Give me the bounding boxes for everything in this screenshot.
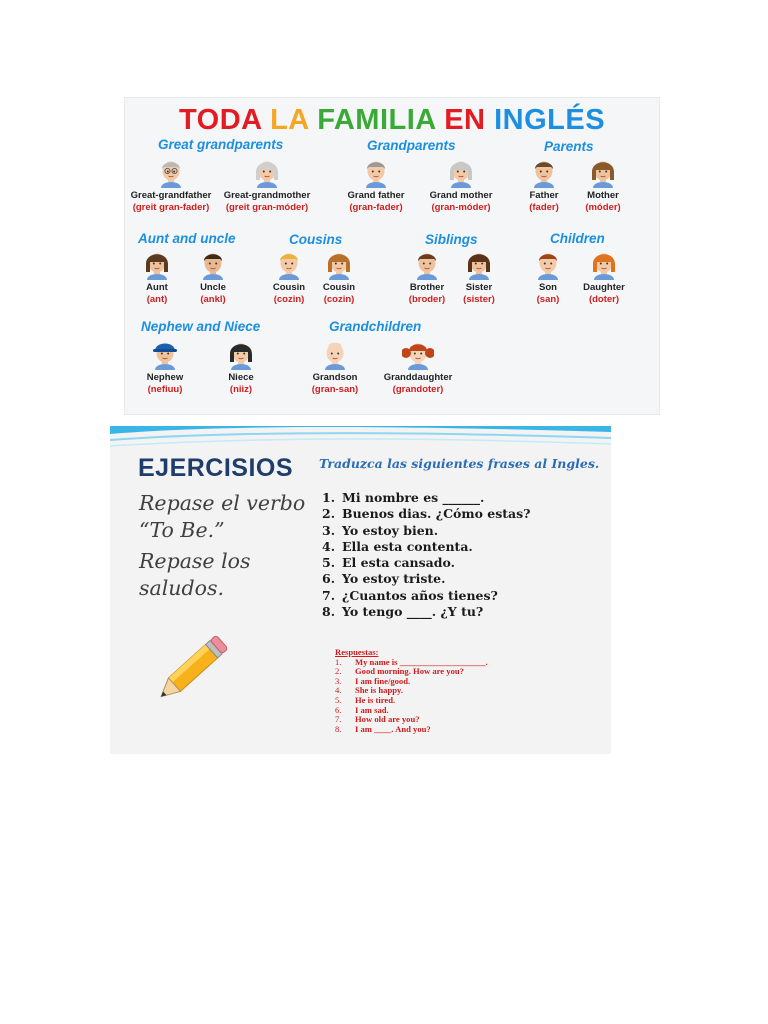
question-item bbox=[322, 523, 531, 539]
group-title-nephew-niece: Nephew and Niece bbox=[141, 319, 261, 334]
member-name: Sister bbox=[465, 282, 493, 293]
member-name: Granddaughter bbox=[383, 372, 453, 383]
review-line: Repase los bbox=[139, 549, 251, 573]
exercises-slide bbox=[110, 426, 611, 754]
member-pronunciation: (cozin) bbox=[323, 294, 355, 305]
member-pronunciation: (greit gran-fader) bbox=[132, 202, 210, 213]
answer-number: 3. bbox=[335, 675, 342, 686]
group-title-aunt-uncle: Aunt and uncle bbox=[138, 231, 236, 246]
group-title-grandparents: Grandparents bbox=[367, 138, 456, 153]
chart-title bbox=[125, 104, 659, 137]
person-portrait-icon bbox=[557, 156, 649, 188]
title-word: EN bbox=[444, 104, 486, 136]
question-number: 7. bbox=[322, 587, 336, 603]
questions-list bbox=[322, 490, 531, 620]
answer-text: Good morning. How are you? bbox=[355, 666, 464, 677]
title-word: FAMILIA bbox=[317, 104, 436, 136]
member-pronunciation: (ant) bbox=[146, 294, 168, 305]
group-title-grandchildren: Grandchildren bbox=[329, 319, 422, 334]
member-name: Grandson bbox=[312, 372, 358, 383]
answers-block bbox=[335, 648, 488, 734]
review-line: saludos. bbox=[139, 576, 225, 600]
question-number: 2. bbox=[322, 506, 336, 522]
member-name: Grand mother bbox=[429, 190, 493, 201]
exercises-heading: EJERCISIOS bbox=[138, 454, 294, 482]
question-item bbox=[322, 506, 531, 522]
answer-number: 2. bbox=[335, 666, 342, 677]
person-portrait-icon bbox=[125, 156, 217, 188]
instruction-text: Traduzca las siguientes frases al Ingles. bbox=[319, 456, 600, 471]
family-member bbox=[195, 338, 287, 396]
member-pronunciation: (móder) bbox=[585, 202, 621, 213]
family-member bbox=[221, 156, 313, 214]
title-word: INGLÉS bbox=[494, 104, 606, 136]
answer-text: How old are you? bbox=[355, 714, 420, 725]
answer-text: She is happy. bbox=[355, 685, 404, 696]
family-chart bbox=[124, 97, 660, 415]
person-portrait-icon bbox=[415, 156, 507, 188]
member-name: Uncle bbox=[200, 282, 226, 293]
member-pronunciation: (gran-móder) bbox=[431, 202, 491, 213]
question-number: 4. bbox=[322, 538, 336, 554]
review-verb-text bbox=[139, 490, 309, 544]
member-pronunciation: (gran-fader) bbox=[349, 202, 403, 213]
answer-text: I am fine/good. bbox=[355, 675, 411, 686]
question-text: Mi nombre es ______. bbox=[342, 490, 485, 505]
family-member bbox=[415, 156, 507, 214]
answer-text: I am ____. And you? bbox=[355, 723, 431, 734]
answer-number: 7. bbox=[335, 714, 342, 725]
question-item bbox=[322, 490, 531, 506]
member-pronunciation: (broder) bbox=[408, 294, 446, 305]
answer-number: 5. bbox=[335, 694, 342, 705]
member-pronunciation: (cozin) bbox=[273, 294, 305, 305]
question-text: Yo estoy triste. bbox=[342, 571, 446, 587]
question-item bbox=[322, 555, 531, 571]
family-member bbox=[330, 156, 422, 214]
review-greetings-text bbox=[139, 548, 309, 602]
person-portrait-icon bbox=[330, 156, 422, 188]
question-number: 8. bbox=[322, 604, 336, 620]
member-pronunciation: (grandoter) bbox=[392, 384, 444, 395]
member-pronunciation: (nefiuu) bbox=[147, 384, 183, 395]
answer-text: My name is ____________________. bbox=[355, 656, 488, 667]
review-line: “To Be.” bbox=[139, 518, 225, 542]
question-text: El esta cansado. bbox=[342, 555, 455, 571]
member-name: Cousin bbox=[272, 282, 306, 293]
member-pronunciation: (sister) bbox=[463, 294, 495, 305]
question-item bbox=[322, 539, 531, 555]
question-item bbox=[322, 604, 531, 620]
question-text: Yo tengo ____. ¿Y tu? bbox=[342, 604, 484, 620]
answer-number: 8. bbox=[335, 723, 342, 734]
family-member bbox=[289, 338, 381, 396]
member-name: Daughter bbox=[583, 282, 625, 293]
member-pronunciation: (niiz) bbox=[229, 384, 253, 395]
header-swoosh-decoration bbox=[110, 426, 611, 456]
member-name: Great-grandfather bbox=[130, 190, 212, 201]
member-name: Nephew bbox=[146, 372, 184, 383]
member-name: Niece bbox=[228, 372, 254, 383]
member-pronunciation: (san) bbox=[536, 294, 560, 305]
member-name: Son bbox=[539, 282, 557, 293]
group-title-cousins: Cousins bbox=[289, 232, 343, 247]
group-title-children: Children bbox=[550, 231, 605, 246]
member-name: Cousin bbox=[322, 282, 356, 293]
question-text: Yo estoy bien. bbox=[342, 522, 439, 538]
question-item bbox=[322, 588, 531, 604]
question-item bbox=[322, 571, 531, 587]
question-text: ¿Cuantos años tienes? bbox=[342, 587, 498, 603]
member-pronunciation: (greit gran-móder) bbox=[225, 202, 309, 213]
question-number: 5. bbox=[322, 555, 336, 571]
answer-text: He is tired. bbox=[355, 694, 396, 705]
family-member bbox=[293, 248, 385, 306]
question-number: 3. bbox=[322, 522, 336, 538]
family-member bbox=[125, 156, 217, 214]
family-member bbox=[558, 248, 650, 306]
member-name: Mother bbox=[587, 190, 619, 201]
member-name: Great-grandmother bbox=[223, 190, 311, 201]
family-member bbox=[372, 338, 464, 396]
question-text: Buenos dias. ¿Cómo estas? bbox=[342, 506, 531, 522]
person-portrait-icon bbox=[558, 248, 650, 280]
question-text: Ella esta contenta. bbox=[342, 538, 473, 554]
title-word: LA bbox=[270, 104, 309, 136]
member-name: Brother bbox=[409, 282, 445, 293]
member-pronunciation: (doter) bbox=[588, 294, 620, 305]
question-number: 6. bbox=[322, 571, 336, 587]
answer-number: 1. bbox=[335, 656, 342, 667]
member-name: Grand father bbox=[347, 190, 405, 201]
answer-item bbox=[335, 725, 488, 735]
answers-title: Respuestas: bbox=[335, 647, 379, 657]
group-title-siblings: Siblings bbox=[425, 232, 478, 247]
person-portrait-icon bbox=[372, 338, 464, 370]
member-pronunciation: (gran-san) bbox=[311, 384, 359, 395]
answer-text: I am sad. bbox=[355, 704, 389, 715]
member-name: Aunt bbox=[146, 282, 168, 293]
member-pronunciation: (ankl) bbox=[200, 294, 226, 305]
question-number: 1. bbox=[322, 490, 336, 505]
person-portrait-icon bbox=[293, 248, 385, 280]
group-title-parents: Parents bbox=[544, 139, 594, 154]
answer-number: 4. bbox=[335, 685, 342, 696]
group-title-great-grandparents: Great grandparents bbox=[158, 137, 284, 152]
title-word: TODA bbox=[178, 104, 262, 136]
answer-number: 6. bbox=[335, 704, 342, 715]
review-line: Repase el verbo bbox=[139, 491, 306, 515]
person-portrait-icon bbox=[195, 338, 287, 370]
person-portrait-icon bbox=[221, 156, 313, 188]
pencil-icon bbox=[144, 626, 236, 718]
family-member bbox=[557, 156, 649, 214]
person-portrait-icon bbox=[289, 338, 381, 370]
member-pronunciation: (fader) bbox=[529, 202, 559, 213]
member-name: Father bbox=[529, 190, 559, 201]
